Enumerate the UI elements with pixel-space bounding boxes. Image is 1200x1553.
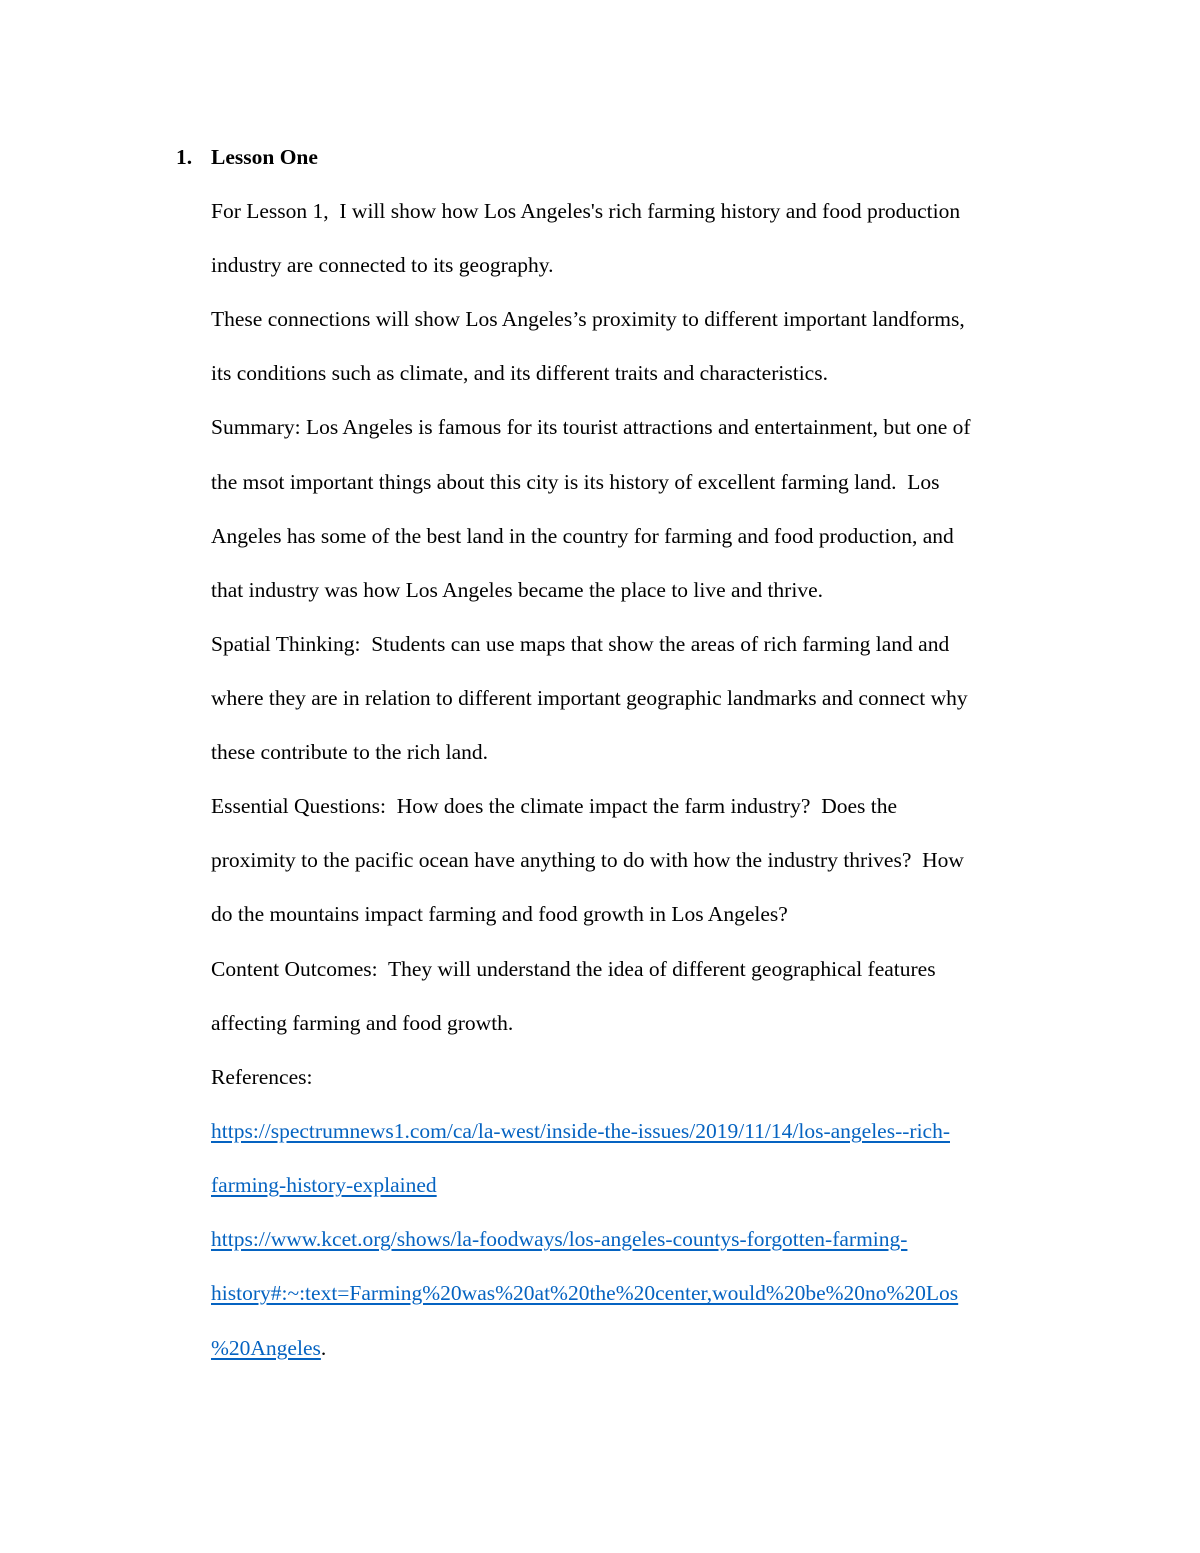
lesson-heading: Lesson One bbox=[211, 145, 318, 169]
reference-link-2-continued[interactable]: history#:~:text=Farming%20was%20at%20the%20center,would%20be%20no%20Los bbox=[211, 1281, 959, 1305]
essential-questions-line: do the mountains impact farming and food growth in Los Angeles? bbox=[211, 902, 788, 926]
reference-link-2-tail[interactable]: %20Angeles bbox=[211, 1336, 321, 1360]
content-outcomes-line: Content Outcomes: They will understand the idea of different geographical features bbox=[211, 957, 936, 981]
reference-link-2[interactable]: https://www.kcet.org/shows/la-foodways/los-angeles-countys-forgotten-farming- bbox=[211, 1227, 908, 1251]
essential-questions-line: Essential Questions: How does the climate impact the farm industry? Does the bbox=[211, 794, 898, 818]
summary-line: that industry was how Los Angeles became the place to live and thrive. bbox=[211, 578, 823, 602]
trailing-period: . bbox=[320, 1336, 327, 1360]
essential-questions-line: proximity to the pacific ocean have anything to do with how the industry thrives? How bbox=[211, 848, 964, 872]
content-outcomes-line: affecting farming and food growth. bbox=[211, 1011, 514, 1035]
reference-link-1[interactable]: https://spectrumnews1.com/ca/la-west/inside-the-issues/2019/11/14/los-angeles--rich- bbox=[211, 1119, 950, 1143]
reference-link-2-end bbox=[211, 1333, 326, 1363]
list-number: 1. bbox=[176, 145, 193, 169]
body-line: industry are connected to its geography. bbox=[211, 253, 554, 277]
summary-line: Summary: Los Angeles is famous for its tourist attractions and entertainment, but one of bbox=[211, 415, 971, 439]
body-line: These connections will show Los Angeles’s proximity to different important landforms, bbox=[211, 307, 965, 331]
summary-line: Angeles has some of the best land in the country for farming and food production, and bbox=[211, 524, 954, 548]
references-label: References: bbox=[211, 1065, 313, 1089]
body-line: For Lesson 1, I will show how Los Angeles's rich farming history and food production bbox=[211, 199, 961, 223]
reference-link-1-continued[interactable]: farming-history-explained bbox=[211, 1173, 437, 1197]
spatial-thinking-line: these contribute to the rich land. bbox=[211, 740, 489, 764]
spatial-thinking-line: where they are in relation to different important geographic landmarks and connect why bbox=[211, 686, 968, 710]
body-line: its conditions such as climate, and its different traits and characteristics. bbox=[211, 361, 828, 385]
spatial-thinking-line: Spatial Thinking: Students can use maps that show the areas of rich farming land and bbox=[211, 632, 950, 656]
summary-line: the msot important things about this city is its history of excellent farming land. Los bbox=[211, 470, 940, 494]
